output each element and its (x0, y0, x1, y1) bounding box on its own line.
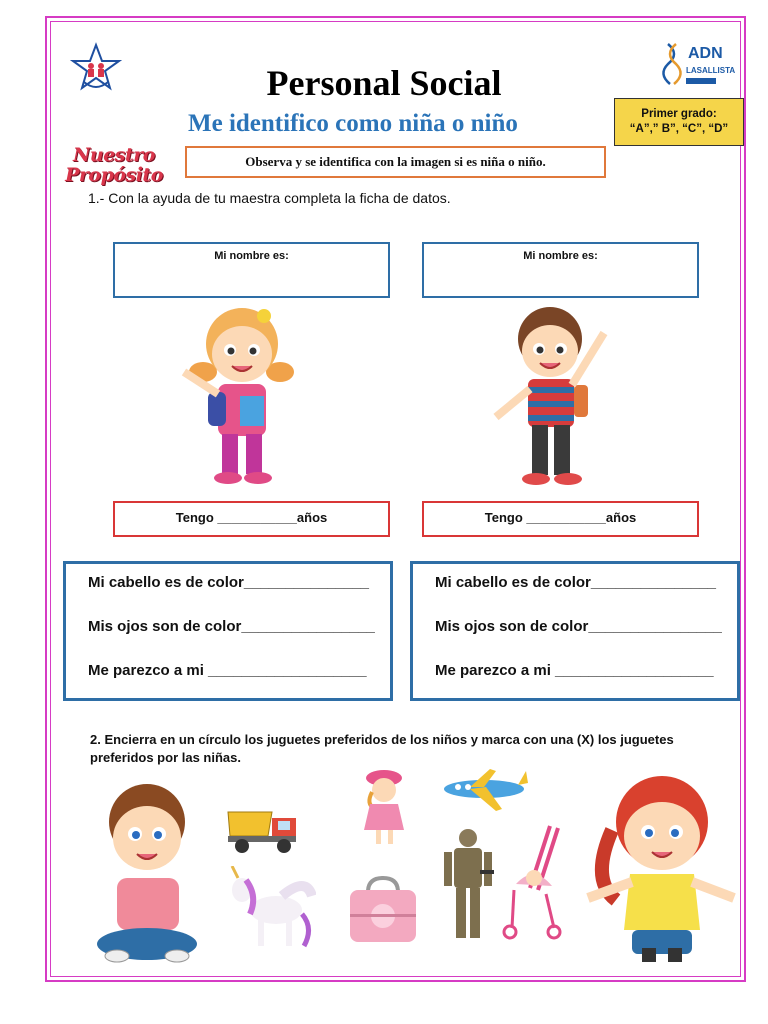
girl-kneeling-illustration (582, 770, 740, 964)
toy-handbag-illustration (346, 876, 420, 946)
page-title: Personal Social (266, 63, 502, 103)
purpose-heading-line1: Nuestro (73, 144, 155, 166)
eye-color-field[interactable]: Mis ojos son de color________________ (88, 618, 375, 635)
toy-doll-illustration (356, 768, 414, 848)
logo-right-text: ADN (688, 45, 723, 62)
purpose-box: Observa y se identifica con la imagen si es niña o niño. (185, 146, 606, 178)
purpose-heading (58, 145, 170, 185)
toy-unicorn-illustration (222, 866, 316, 954)
toy-stroller-illustration (500, 824, 566, 942)
age-field-girl[interactable]: Tengo ___________años (113, 501, 390, 537)
purpose-heading-line2: Propósito (65, 164, 163, 186)
resemblance-field[interactable]: Me parezco a mi ___________________ (435, 662, 714, 679)
girl-illustration (178, 302, 308, 488)
toy-soldier-illustration (440, 826, 496, 944)
info-box-boy (410, 561, 740, 701)
name-field-girl[interactable]: Mi nombre es: (113, 242, 390, 298)
boy-illustration (486, 303, 618, 489)
page-subtitle: Me identifico como niña o niño (188, 110, 518, 137)
grade-label: Primer grado: (641, 108, 717, 120)
name-field-boy[interactable]: Mi nombre es: (422, 242, 699, 298)
hair-color-field[interactable]: Mi cabello es de color_______________ (88, 574, 370, 591)
toy-truck-illustration (226, 806, 300, 856)
logo-right-subtext: LASALLISTA (686, 66, 736, 75)
grade-badge (614, 98, 744, 146)
hair-color-field[interactable]: Mi cabello es de color_______________ (435, 574, 717, 591)
instruction-2: 2. Encierra en un círculo los juguetes preferidos de los niños y marca con una (X) los juguetes preferidos por las niñas. (90, 732, 674, 765)
resemblance-field[interactable]: Me parezco a mi ___________________ (88, 662, 367, 679)
instruction-1: 1.- Con la ayuda de tu maestra completa la ficha de datos. (88, 190, 451, 206)
eye-color-field[interactable]: Mis ojos son de color________________ (435, 618, 722, 635)
age-field-boy[interactable]: Tengo ___________años (422, 501, 699, 537)
boy-sitting-illustration (95, 782, 205, 966)
grade-sections: “A”,” B”, “C”, “D” (629, 123, 729, 135)
info-box-girl (63, 561, 393, 701)
toy-airplane-illustration (440, 765, 528, 815)
